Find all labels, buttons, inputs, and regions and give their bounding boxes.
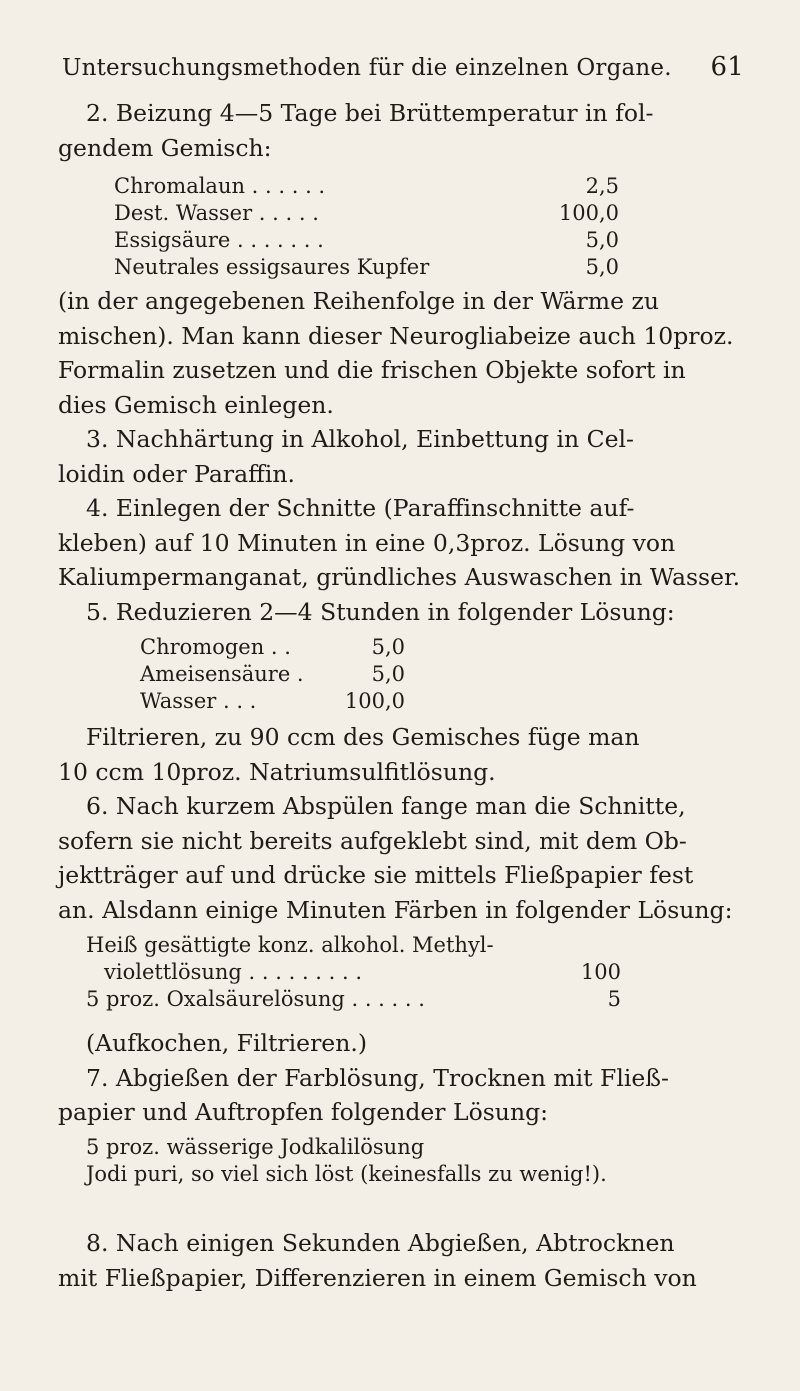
recipe-line: Heiß gesättigte konz. alkohol. Methyl- <box>86 933 494 957</box>
recipe-3-table <box>86 932 621 1013</box>
recipe-1-table <box>114 173 619 281</box>
step-4-line-3: Kaliumpermanganat, gründliches Auswaschen in Wasser. <box>58 563 741 591</box>
recipe-line: Jodi puri, so viel sich löst (keinesfalls zu wenig!). <box>86 1162 607 1186</box>
body-text-block-3 <box>58 1026 748 1130</box>
step-2-line-1: 2. Beizung 4—5 Tage bei Brüttemperatur in fol- <box>86 99 654 127</box>
step-7-line-2: papier und Auftropfen folgender Lösung: <box>58 1098 549 1126</box>
text-line: Formalin zusetzen und die frischen Objekte sofort in <box>58 356 686 384</box>
step-3-line-1: 3. Nachhärtung in Alkohol, Einbettung in Cel- <box>86 425 634 453</box>
step-8-line-2: mit Fließpapier, Differenzieren in einem Gemisch von <box>58 1263 697 1292</box>
recipe-line: 5 proz. wässerige Jodkalilösung <box>86 1135 425 1159</box>
recipe-4-block <box>86 1134 736 1188</box>
recipe-row: Neutrales essigsaures Kupfer 5,0 <box>114 255 619 279</box>
running-title: Untersuchungsmethoden für die einzelnen Organe. <box>62 55 672 81</box>
recipe-row: Chromalaun . . . . . . 2,5 <box>114 174 619 198</box>
recipe-row: Chromogen . . 5,0 <box>140 635 405 659</box>
recipe-row: Dest. Wasser . . . . . 100,0 <box>114 201 619 225</box>
step-3-line-2: loidin oder Paraffin. <box>58 459 295 488</box>
text-line: dies Gemisch einlegen. <box>58 390 334 419</box>
recipe-row: Wasser . . . 100,0 <box>140 689 405 713</box>
recipe-2-table <box>140 634 405 715</box>
running-header <box>62 52 744 82</box>
body-text-block-4 <box>58 1226 748 1295</box>
step-4-line-1: 4. Einlegen der Schnitte (Paraffinschnitte auf- <box>86 494 635 522</box>
page-number: 61 <box>710 52 744 82</box>
step-2-line-2: gendem Gemisch: <box>58 133 272 162</box>
recipe-row: violettlösung . . . . . . . . . 100 <box>104 960 621 984</box>
body-text-block-2 <box>58 720 748 927</box>
step-2-paragraph <box>58 96 748 165</box>
text-line: (in der angegebenen Reihenfolge in der Wärme zu <box>58 287 659 315</box>
recipe-row: Essigsäure . . . . . . . 5,0 <box>114 228 619 252</box>
text-line: Filtrieren, zu 90 ccm des Gemisches füge man <box>86 723 640 751</box>
step-6-line-1: 6. Nach kurzem Abspülen fange man die Schnitte, <box>86 792 686 820</box>
body-text-block-1 <box>58 284 748 629</box>
step-5-line: 5. Reduzieren 2—4 Stunden in folgender Lösung: <box>86 597 675 626</box>
step-7-line-1: 7. Abgießen der Farblösung, Trocknen mit Fließ- <box>86 1063 669 1092</box>
step-6-line-2: sofern sie nicht bereits aufgeklebt sind, mit dem Ob- <box>58 826 687 855</box>
step-4-line-2: kleben) auf 10 Minuten in eine 0,3proz. Lösung von <box>58 528 676 557</box>
step-8-line-1: 8. Nach einigen Sekunden Abgießen, Abtrocknen <box>86 1229 675 1257</box>
text-line: (Aufkochen, Filtrieren.) <box>86 1029 367 1057</box>
text-line: mischen). Man kann dieser Neurogliabeize auch 10proz. <box>58 321 734 350</box>
step-6-line-4: an. Alsdann einige Minuten Färben in folgender Lösung: <box>58 895 733 924</box>
recipe-row: 5 proz. Oxalsäurelösung . . . . . . 5 <box>86 987 621 1011</box>
recipe-row: Ameisensäure . 5,0 <box>140 662 405 686</box>
step-6-line-3: jektträger auf und drücke sie mittels Fließpapier fest <box>58 861 694 889</box>
text-line: 10 ccm 10proz. Natriumsulfitlösung. <box>58 757 496 786</box>
